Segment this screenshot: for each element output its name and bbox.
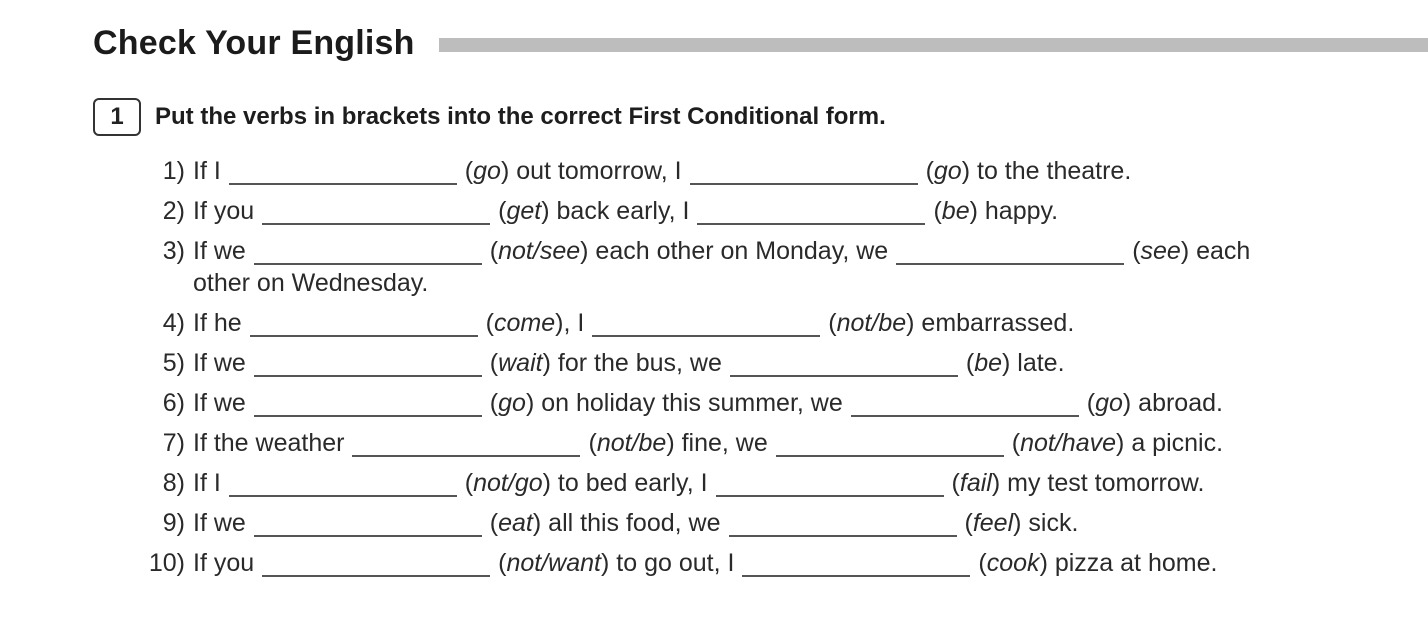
verb-hint: go	[1095, 389, 1123, 417]
item-text: If we	[193, 509, 246, 537]
title-rule	[439, 38, 1428, 52]
verb-hint: get	[506, 197, 542, 225]
item-text: If we	[193, 237, 246, 265]
item-text: to go out, I	[616, 549, 735, 577]
item-text: each other on Monday, we	[595, 237, 889, 265]
item-text: If I	[193, 469, 221, 497]
verb-hint: see	[1140, 237, 1181, 265]
answer-blank[interactable]	[254, 389, 482, 417]
answer-blank[interactable]	[229, 157, 457, 185]
item-text: abroad.	[1138, 389, 1223, 417]
item-number: 7)	[162, 429, 185, 457]
item-number: 1)	[162, 157, 185, 185]
task-header	[93, 98, 886, 136]
verb-hint: not/be	[836, 309, 907, 337]
task-number-badge: 1	[93, 98, 141, 136]
answer-blank[interactable]	[254, 349, 482, 377]
verb-hint: fail	[959, 469, 992, 497]
verb-hint: be	[974, 349, 1002, 377]
item-text: If I	[193, 157, 221, 185]
verb-hint: not/see	[498, 237, 581, 265]
verb-hint: not/go	[473, 469, 543, 497]
item-text: fine, we	[681, 429, 768, 457]
item-text: a picnic.	[1131, 429, 1224, 457]
verb-hint: go	[473, 157, 501, 185]
answer-blank[interactable]	[730, 349, 958, 377]
item-text: If you	[193, 197, 255, 225]
answer-blank[interactable]	[262, 549, 490, 577]
item-text: , I	[563, 309, 585, 337]
answer-blank[interactable]	[250, 309, 478, 337]
item-number: 3)	[162, 237, 185, 265]
item-text: each	[1196, 237, 1251, 265]
verb-hint: go	[498, 389, 526, 417]
item-number: 8)	[162, 469, 185, 497]
answer-blank[interactable]	[742, 549, 970, 577]
item-text: on holiday this summer, we	[541, 389, 843, 417]
verb-hint: cook	[986, 549, 1040, 577]
item-text: late.	[1017, 349, 1065, 377]
verb-hint: not/have	[1020, 429, 1117, 457]
verb-hint: not/be	[596, 429, 667, 457]
verb-hint: wait	[498, 349, 543, 377]
item-number: 5)	[162, 349, 185, 377]
verb-hint: come	[493, 309, 556, 337]
exercise-item: 6) If we (go) on holiday this summer, we (go) abroad.	[130, 387, 1428, 419]
item-number: 6)	[162, 389, 185, 417]
answer-blank[interactable]	[229, 469, 457, 497]
page-title: Check Your English	[93, 23, 415, 62]
answer-blank[interactable]	[851, 389, 1079, 417]
exercise-item: 3) If we (not/see) each other on Monday, we (see) each other on Wednesday.	[130, 235, 1428, 299]
item-text: If the weather	[193, 429, 345, 457]
item-number: 2)	[162, 197, 185, 225]
task-instruction: Put the verbs in brackets into the correct First Conditional form.	[155, 103, 886, 130]
answer-blank[interactable]	[716, 469, 944, 497]
exercise-item: 8) If I (not/go) to bed early, I (fail) my test tomorrow.	[130, 467, 1428, 499]
exercise-item: 2) If you (get) back early, I (be) happy.	[130, 195, 1428, 227]
verb-hint: eat	[498, 509, 533, 537]
verb-hint: go	[933, 157, 962, 185]
exercise-item: 1) If I (go) out tomorrow, I (go) to the theatre.	[130, 155, 1428, 187]
answer-blank[interactable]	[697, 197, 925, 225]
exercise-item: 10) If you (not/want) to go out, I (cook) pizza at home.	[130, 547, 1428, 579]
item-text: to the theatre.	[977, 157, 1132, 185]
answer-blank[interactable]	[262, 197, 490, 225]
item-text: other on Wednesday.	[193, 269, 429, 297]
item-number: 10)	[148, 549, 185, 577]
item-text: back early, I	[556, 197, 690, 225]
item-text: pizza at home.	[1054, 549, 1218, 577]
item-text: sick.	[1028, 509, 1079, 537]
exercise-item: 7) If the weather (not/be) fine, we (not/have) a picnic.	[130, 427, 1428, 459]
answer-blank[interactable]	[254, 509, 482, 537]
answer-blank[interactable]	[352, 429, 580, 457]
item-text: embarrassed.	[921, 309, 1075, 337]
answer-blank[interactable]	[690, 157, 918, 185]
answer-blank[interactable]	[776, 429, 1004, 457]
item-text: for the bus, we	[557, 349, 722, 377]
item-text: If we	[193, 389, 246, 417]
item-text: If we	[193, 349, 246, 377]
answer-blank[interactable]	[254, 237, 482, 265]
exercise-item: 4) If he (come), I (not/be) embarrassed.	[130, 307, 1428, 339]
answer-blank[interactable]	[729, 509, 957, 537]
exercise-list	[130, 155, 1428, 579]
exercise-item: 9) If we (eat) all this food, we (feel) sick.	[130, 507, 1428, 539]
item-text: to bed early, I	[557, 469, 708, 497]
answer-blank[interactable]	[896, 237, 1124, 265]
item-text: If he	[193, 309, 242, 337]
item-text: my test tomorrow.	[1007, 469, 1205, 497]
exercise-item: 5) If we (wait) for the bus, we (be) late.	[130, 347, 1428, 379]
section-header	[93, 20, 1428, 66]
item-number: 4)	[162, 309, 185, 337]
item-text: all this food, we	[548, 509, 721, 537]
item-text: happy.	[984, 197, 1059, 225]
item-text: If you	[193, 549, 255, 577]
verb-hint: be	[941, 197, 970, 225]
item-text: out tomorrow, I	[516, 157, 682, 185]
verb-hint: feel	[972, 509, 1014, 537]
verb-hint: not/want	[506, 549, 601, 577]
item-number: 9)	[162, 509, 185, 537]
answer-blank[interactable]	[592, 309, 820, 337]
